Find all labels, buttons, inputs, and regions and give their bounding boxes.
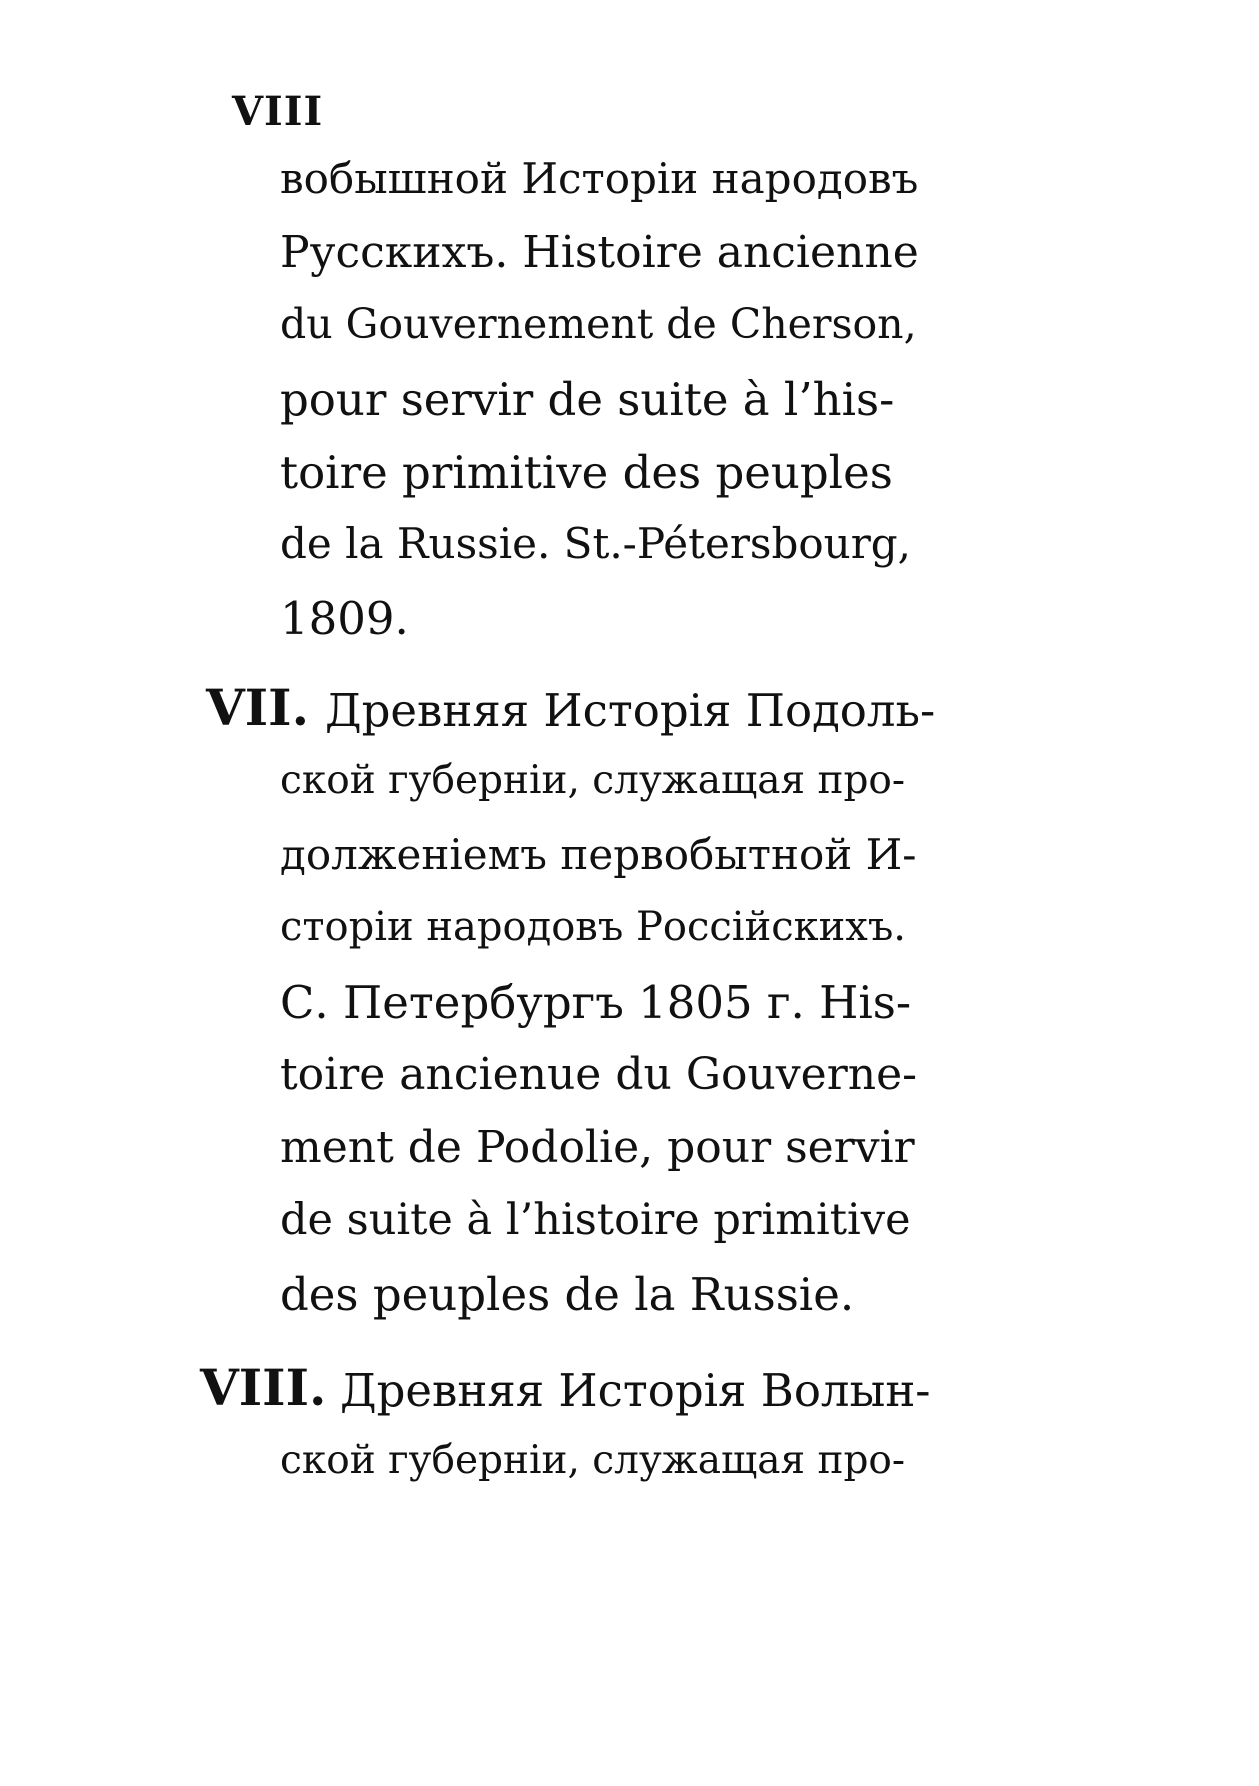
text-line: вобышной Исторіи народовъ [280, 154, 919, 203]
text-line: сторіи народовъ Россійскихъ. [280, 904, 907, 950]
entry-heading: Древняя Исторія Волын- [340, 1364, 931, 1417]
section-numeral: VII. [206, 678, 309, 737]
text-line: toire ancienue du Gouverne- [280, 1049, 917, 1100]
text-line: ской губерніи, служащая про- [280, 758, 906, 803]
section-numeral: VIII. [200, 1358, 327, 1417]
text-line: С. Петербургъ 1805 г. His- [280, 976, 912, 1029]
text-line: du Gouvernement de Cherson, [280, 300, 917, 348]
text-line: pour servir de suite à l’his- [280, 373, 895, 426]
text-line: ской губерніи, служащая про- [280, 1438, 906, 1483]
text-line: de suite à l’histoire primitive [280, 1195, 911, 1245]
entry-heading: Древняя Исторія Подоль- [325, 684, 936, 737]
text-line: des peuples de la Russie. [280, 1268, 855, 1321]
text-line: долженіемъ первобытной И- [280, 830, 917, 879]
text-line: toire primitive des peuples [280, 446, 893, 499]
text-line: Русскихъ. Histoire ancienne [280, 227, 919, 278]
page-number: VIII [232, 88, 324, 135]
text-line: 1809. [280, 592, 409, 645]
text-line: de la Russie. St.-Pétersbourg, [280, 519, 912, 568]
text-line: ment de Podolie, pour servir [280, 1122, 915, 1173]
